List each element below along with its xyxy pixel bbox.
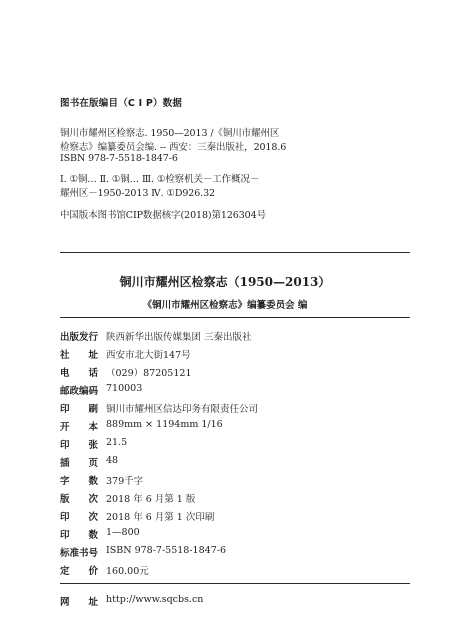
info-label: 邮政编码	[60, 386, 99, 397]
info-label: 印刷	[60, 404, 98, 415]
info-value: 710003	[106, 383, 143, 394]
info-label: 插页	[60, 458, 98, 469]
cip-heading: 图书在版编目（C I P）数据	[60, 98, 183, 109]
info-value: 铜川市耀州区信达印务有限责任公司	[106, 404, 259, 415]
info-value: 889mm × 1194mm 1/16	[106, 419, 223, 430]
info-label: 开本	[60, 422, 98, 433]
info-label: 字数	[60, 476, 98, 487]
info-value: 陕西新华出版传媒集团 三秦出版社	[106, 332, 252, 343]
divider	[60, 317, 410, 318]
cip-line: 检察志》编纂委员会编. -- 西安：三秦出版社，2018.6	[60, 142, 287, 153]
book-title: 铜川市耀州区检察志（1950—2013）	[119, 275, 331, 289]
info-label: 印次	[60, 512, 98, 523]
info-label: 印张	[60, 440, 98, 451]
website-link[interactable]: http://www.sqcbs.cn	[106, 594, 204, 605]
info-value: ISBN 978-7-5518-1847-6	[106, 545, 226, 556]
cip-line: Ⅰ. ①铜… Ⅱ. ①铜… Ⅲ. ①检察机关－工作概况－	[60, 174, 260, 185]
info-value: 西安市北大街147号	[106, 350, 191, 361]
divider	[60, 252, 410, 253]
info-label: 印数	[60, 530, 98, 541]
info-value: 379千字	[106, 476, 144, 487]
info-value: 1—800	[106, 527, 140, 538]
cip-line: 铜川市耀州区检察志. 1950—2013 /《铜川市耀州区	[60, 128, 280, 139]
info-value: 21.5	[106, 437, 128, 448]
info-label: 出版发行	[60, 332, 99, 343]
info-value: 48	[106, 455, 119, 466]
cip-number: 中国版本图书馆CIP数据核字(2018)第126304号	[60, 210, 266, 221]
cip-line: 耀州区－1950-2013 Ⅳ. ①D926.32	[60, 188, 215, 199]
info-label: 定价	[60, 566, 98, 577]
info-label: 电话	[60, 368, 98, 379]
divider	[60, 583, 410, 584]
cip-line: ISBN 978-7-5518-1847-6	[60, 153, 178, 164]
info-value: （029）87205121	[106, 368, 192, 379]
info-value: 2018 年 6 月第 1 次印刷	[106, 512, 215, 523]
website-label: 网址	[60, 597, 98, 608]
info-value: 160.00元	[106, 566, 149, 577]
info-label: 标准书号	[60, 548, 99, 559]
info-label: 版次	[60, 494, 98, 505]
book-editor: 《铜川市耀州区检察志》编纂委员会 编	[142, 300, 308, 311]
info-value: 2018 年 6 月第 1 版	[106, 494, 196, 505]
info-label: 社址	[60, 350, 98, 361]
